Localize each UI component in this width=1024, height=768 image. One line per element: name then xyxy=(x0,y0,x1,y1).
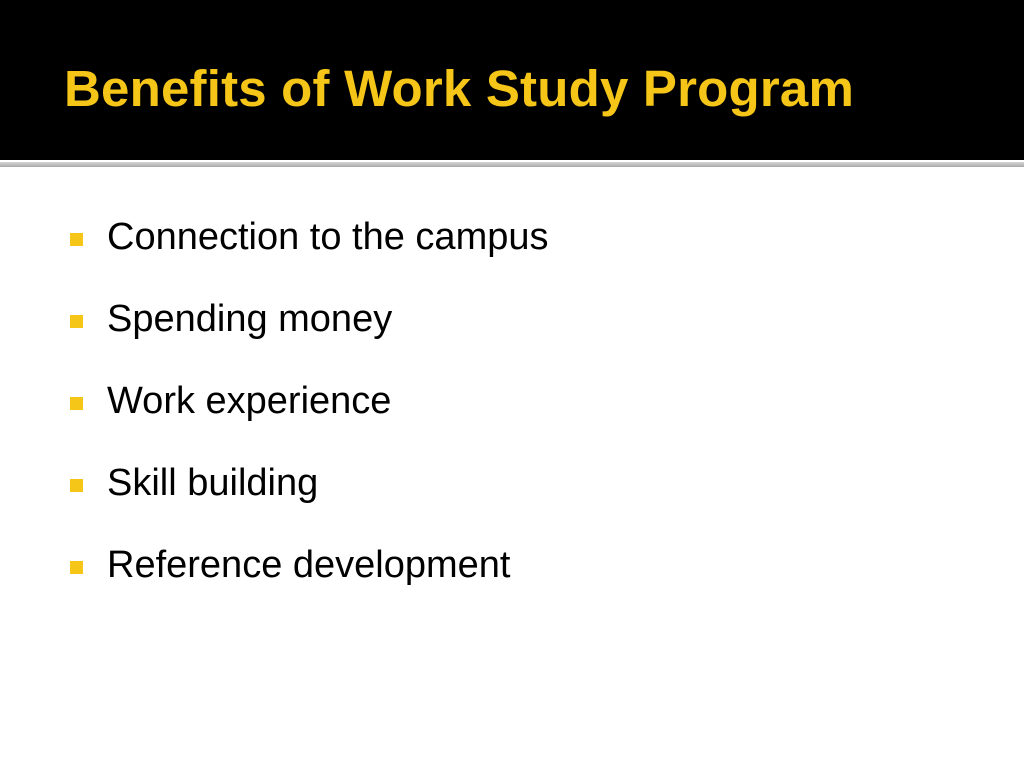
list-item xyxy=(70,287,549,369)
square-bullet-icon xyxy=(70,561,83,574)
title-divider xyxy=(0,162,1024,167)
square-bullet-icon xyxy=(70,397,83,410)
bullet-text: Reference development xyxy=(107,544,511,586)
square-bullet-icon xyxy=(70,315,83,328)
list-item xyxy=(70,451,549,533)
bullet-text: Work experience xyxy=(107,380,392,422)
title-bar xyxy=(0,0,1024,160)
bullet-text: Skill building xyxy=(107,462,319,504)
square-bullet-icon xyxy=(70,479,83,492)
slide-title: Benefits of Work Study Program xyxy=(64,60,855,117)
list-item xyxy=(70,369,549,451)
square-bullet-icon xyxy=(70,233,83,246)
bullet-list xyxy=(70,205,549,615)
bullet-text: Spending money xyxy=(107,298,393,340)
list-item xyxy=(70,533,549,615)
list-item xyxy=(70,205,549,287)
bullet-text: Connection to the campus xyxy=(107,216,549,258)
